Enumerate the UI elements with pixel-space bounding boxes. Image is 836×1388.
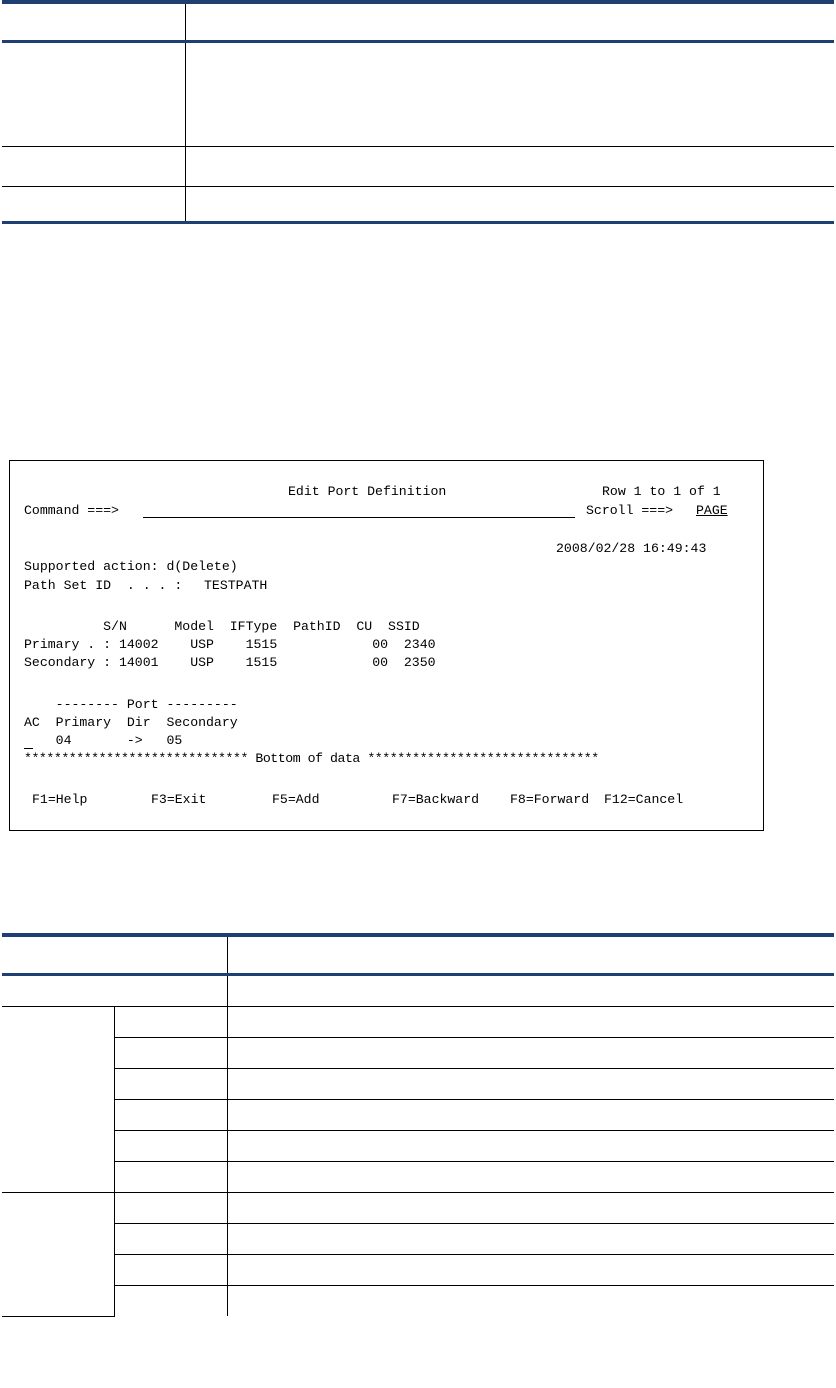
table-row [2, 1038, 834, 1069]
table-cell [186, 2, 835, 42]
row-indicator: Row 1 to 1 of 1 [602, 484, 721, 499]
bottom-of-data-marker: ****************************** Bottom of data ******************************* [24, 751, 599, 766]
primary-device-row: Primary . : 14002 USP 1515 00 2340 [24, 637, 436, 652]
table-cell [115, 1162, 228, 1193]
f3-exit-key[interactable]: F3=Exit [151, 792, 207, 807]
table-row [2, 975, 834, 1007]
top-table-header-row [2, 2, 834, 42]
f8-forward-key[interactable]: F8=Forward [510, 792, 590, 807]
command-label: Command ===> [24, 503, 119, 518]
table-cell [186, 147, 835, 187]
table-row [2, 1069, 834, 1100]
table-cell [228, 1255, 835, 1286]
table-cell [2, 2, 186, 42]
scroll-label: Scroll ===> [586, 503, 674, 518]
table-cell [228, 1007, 835, 1038]
path-set-label: Path Set ID . . . : [24, 578, 183, 593]
table-row [2, 187, 834, 223]
table-row [2, 147, 834, 187]
table-cell [2, 187, 186, 223]
panel-title: Edit Port Definition [288, 484, 447, 499]
bottom-table-header-row [2, 935, 834, 975]
table-cell [2, 147, 186, 187]
secondary-device-row: Secondary : 14001 USP 1515 00 2350 [24, 655, 436, 670]
f5-add-key[interactable]: F5=Add [272, 792, 320, 807]
table-cell [228, 1069, 835, 1100]
path-set-value: TESTPATH [204, 578, 268, 593]
table-cell [228, 935, 835, 975]
f7-backward-key[interactable]: F7=Backward [392, 792, 480, 807]
table-cell [2, 935, 228, 975]
table-cell [186, 187, 835, 223]
port-row: 04 -> 05 [24, 733, 183, 748]
supported-action-text: Supported action: d(Delete) [24, 559, 238, 574]
table-cell [115, 1224, 228, 1255]
table-cell [115, 1286, 228, 1317]
table-group-cell [2, 1193, 115, 1317]
table-cell [228, 1162, 835, 1193]
f12-cancel-key[interactable]: F12=Cancel [604, 792, 684, 807]
table-cell [115, 1100, 228, 1131]
table-row [2, 1100, 834, 1131]
table-cell [2, 42, 186, 147]
top-field-table [2, 0, 834, 224]
table-cell [228, 1100, 835, 1131]
f1-help-key[interactable]: F1=Help [32, 792, 88, 807]
edit-port-definition-panel [9, 460, 764, 831]
table-group-cell [2, 1007, 115, 1193]
table-cell [228, 1131, 835, 1162]
table-row [2, 1255, 834, 1286]
table-cell [115, 1131, 228, 1162]
table-cell [115, 1193, 228, 1224]
timestamp: 2008/02/28 16:49:43 [556, 541, 707, 556]
table-row [2, 1007, 834, 1038]
table-row [2, 1286, 834, 1317]
table-row [2, 1224, 834, 1255]
table-cell [115, 1255, 228, 1286]
table-row [2, 1162, 834, 1193]
table-cell [228, 1038, 835, 1069]
table-cell [228, 1286, 835, 1317]
table-cell [186, 42, 835, 147]
table-cell [2, 975, 228, 1007]
table-row [2, 1131, 834, 1162]
scroll-amount-field[interactable]: PAGE [696, 503, 728, 518]
table-cell [115, 1007, 228, 1038]
table-cell [228, 1193, 835, 1224]
port-section-header: -------- Port --------- [24, 697, 238, 712]
device-header: S/N Model IFType PathID CU SSID [24, 619, 420, 634]
table-row [2, 42, 834, 147]
table-cell [228, 975, 835, 1007]
command-input[interactable] [143, 517, 575, 518]
table-cell [115, 1069, 228, 1100]
table-cell [228, 1224, 835, 1255]
port-columns-header: AC Primary Dir Secondary [24, 715, 238, 730]
table-row [2, 1193, 834, 1224]
bottom-field-table [2, 933, 834, 1317]
table-cell [115, 1038, 228, 1069]
